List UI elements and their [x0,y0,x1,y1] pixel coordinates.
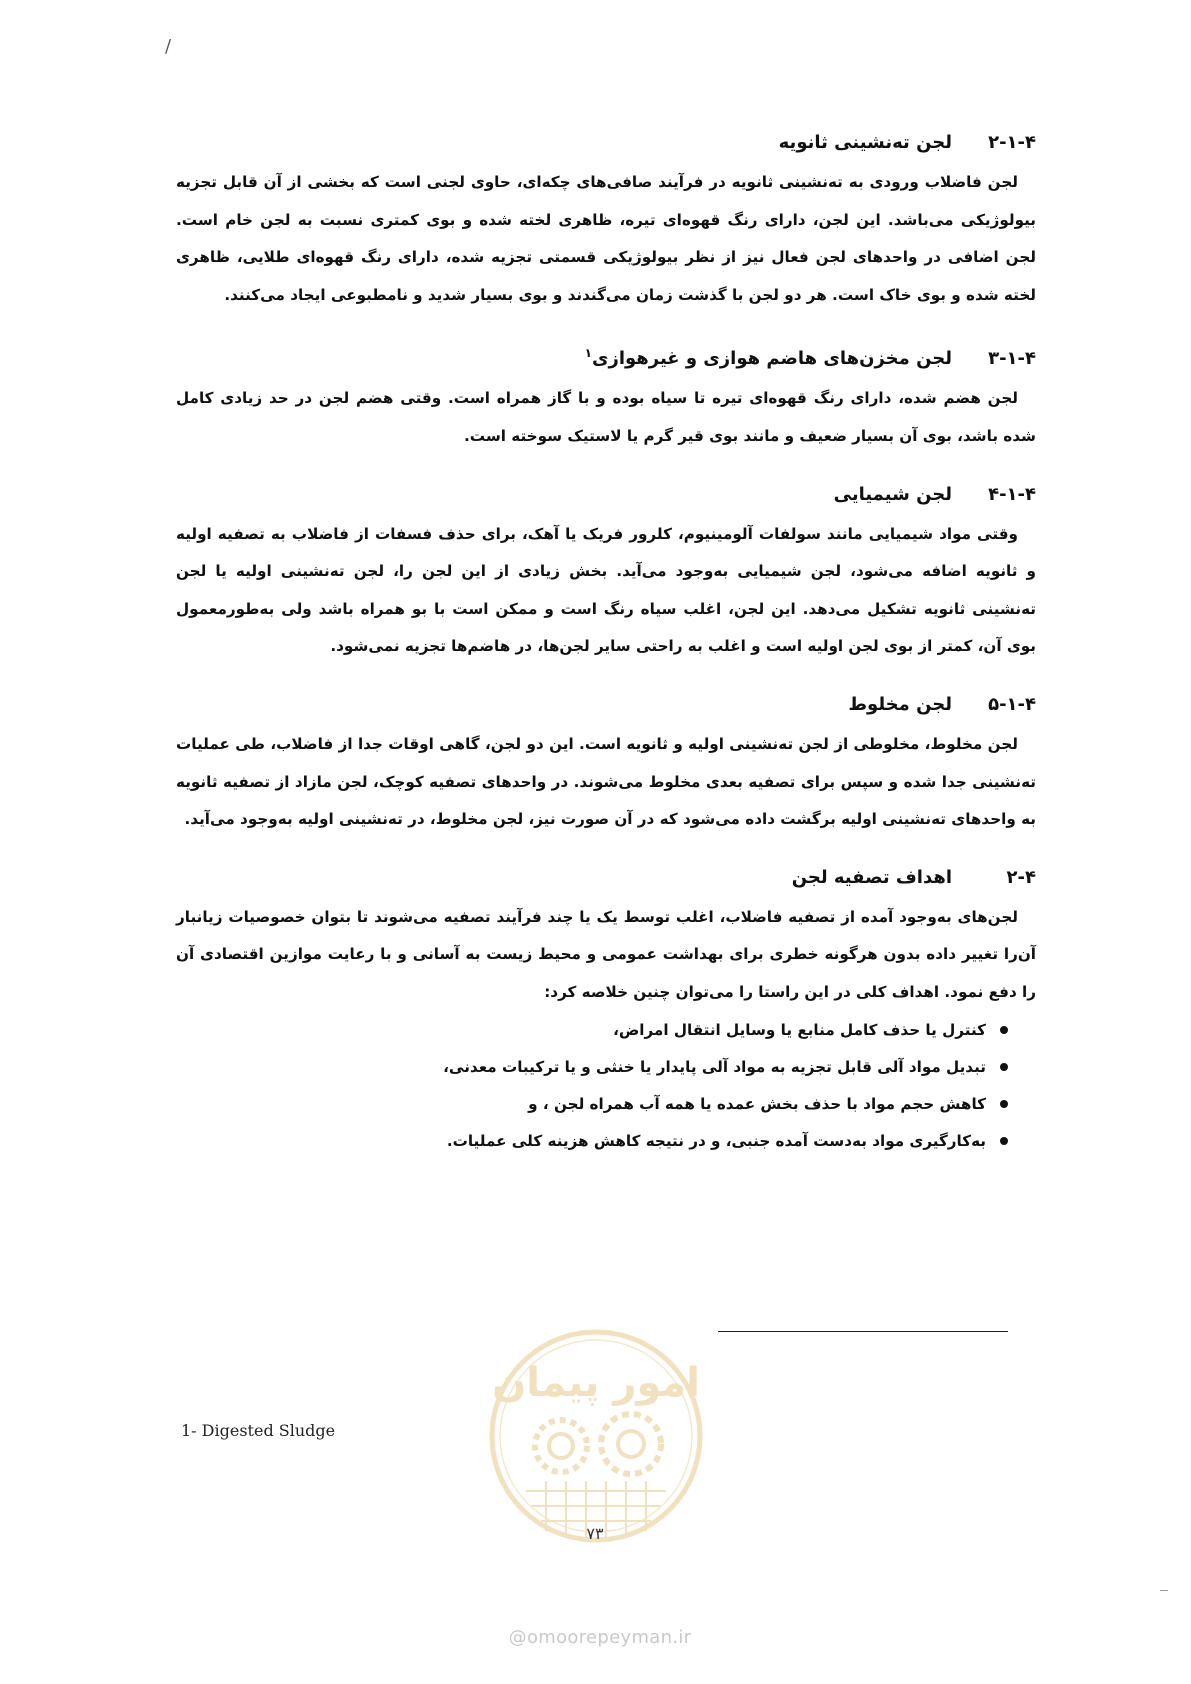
section-heading [176,480,1036,510]
website-watermark: @omoorepeyman.ir [508,1627,692,1648]
section-number: ۲-۱-۴ [988,132,1036,153]
section-heading [176,338,1036,374]
main-content [176,128,1036,1160]
section-paragraph: لجن فاضلاب ورودی به ته‌نشینی ثانویه در فرآیند صافی‌های چکه‌ای، حاوی لجنی است که بخشی از آن قابل تجزیه بیولوژیکی می‌باشد. این لجن، دارای رنگ قهوه‌ای تیره، ظاهری لخته شده و بوی کمتری نسبت به لجن خام است. لجن اضافی در واحدهای لجن فعال نیز از نظر بیولوژیکی قسمتی تجزیه شده، دارای رنگ قهوه‌ای طلایی، ظاهری لخته شده و بوی خاک است. هر دو لجن با گذشت زمان می‌گندند و بوی بسیار شدید و نامطبوعی ایجاد می‌کنند. [176,173,1036,304]
list-item [176,1086,1008,1123]
footnote-marker: ۱ [584,346,592,361]
section-number: ۳-۱-۴ [988,348,1036,370]
scan-mark [1160,1590,1168,1591]
section-paragraph: لجن هضم شده، دارای رنگ قهوه‌ای تیره تا سیاه بوده و با گاز همراه است. وقتی هضم لجن در حد زیادی کامل شده باشد، بوی آن بسیار ضعیف و مانند بوی قیر گرم یا لاستیک سوخته است. [176,389,1036,445]
section-paragraph: لجن مخلوط، مخلوطی از لجن ته‌نشینی اولیه و ثانویه است. این دو لجن، گاهی اوقات جدا از فاضلاب، طی عملیات ته‌نشینی جدا شده و سپس برای تصفیه بعدی مخلوط می‌شوند. در واحدهای تصفیه کوچک، لجن مازاد از تصفیه ثانویه به واحدهای ته‌نشینی اولیه برگشت داده می‌شود که در آن صورت نیز، لجن مخلوط، در ته‌نشینی اولیه به‌وجود می‌آید. [176,734,1036,829]
section-heading [176,690,1036,720]
bullet-icon [1000,1026,1008,1034]
section-heading [176,128,1036,158]
section-secondary-sludge [176,128,1036,314]
section-number: ۲-۴ [1006,866,1036,888]
list-item-text: کنترل یا حذف کامل منابع یا وسایل انتقال امراض، [613,1020,986,1039]
page-number: ۷۳ [586,1524,604,1543]
section-digester-sludge [176,338,1036,455]
bullet-icon [1000,1137,1008,1145]
section-paragraph: لجن‌های به‌وجود آمده از تصفیه فاضلاب، اغلب توسط یک یا چند فرآیند تصفیه می‌شوند تا بتوان خصوصیات زیانبار آن‌را تغییر داده بدون هرگونه خطری برای بهداشت عمومی و محیط زیست به آسانی و با رعایت موازین اقتصادی آن را دفع نمود. اهداف کلی در این راستا را می‌توان چنین خلاصه کرد: [176,907,1036,1001]
list-item-text: کاهش حجم مواد با حذف بخش عمده یا همه آب همراه لجن ، و [528,1094,986,1113]
list-item [176,1012,1008,1049]
section-chemical-sludge [176,480,1036,666]
section-title: لجن مخزن‌های هاضم هوازی و غیرهوازی [591,348,952,370]
section-title: لجن ته‌نشینی ثانویه [778,132,952,153]
section-title: لجن مخلوط [848,693,952,715]
section-title: لجن شیمیایی [833,483,952,505]
watermark-logo-text: امور پیمان [492,1360,700,1406]
section-number: ۵-۱-۴ [988,693,1036,715]
list-item-text: تبدیل مواد آلی قابل تجزیه به مواد آلی پایدار یا خنثی و یا ترکیبات معدنی، [443,1057,986,1076]
section-number: ۴-۱-۴ [988,483,1036,505]
list-item [176,1049,1008,1086]
list-item-text: به‌کارگیری مواد به‌دست آمده جنبی، و در نتیجه کاهش هزینه کلی عملیات. [446,1131,986,1150]
scan-speck: / [165,36,172,57]
footnote-divider [718,1331,1008,1332]
section-mixed-sludge [176,690,1036,839]
watermark-logo [486,1326,706,1546]
section-title: اهداف تصفیه لجن [791,866,952,888]
footnote: 1- Digested Sludge [181,1421,336,1440]
section-sludge-treatment-goals [176,863,1036,1160]
list-item [176,1123,1008,1160]
bullet-icon [1000,1063,1008,1071]
bullet-icon [1000,1100,1008,1108]
goals-list [176,1012,1036,1160]
section-paragraph: وقتی مواد شیمیایی مانند سولفات آلومینیوم، کلرور فریک یا آهک، برای حذف فسفات از فاضلاب به تصفیه اولیه و ثانویه اضافه می‌شود، لجن شیمیایی به‌وجود می‌آید. بخش زیادی از این لجن را، لجن ته‌نشینی اولیه یا لجن ته‌نشینی ثانویه تشکیل می‌دهد. این لجن، اغلب سیاه رنگ است و ممکن است با بو همراه باشد ولی به‌طورمعمول بوی آن، کمتر از بوی لجن اولیه است و اغلب به راحتی سایر لجن‌ها، در هاضم‌ها تجزیه نمی‌شود. [176,524,1036,656]
section-heading [176,863,1036,893]
